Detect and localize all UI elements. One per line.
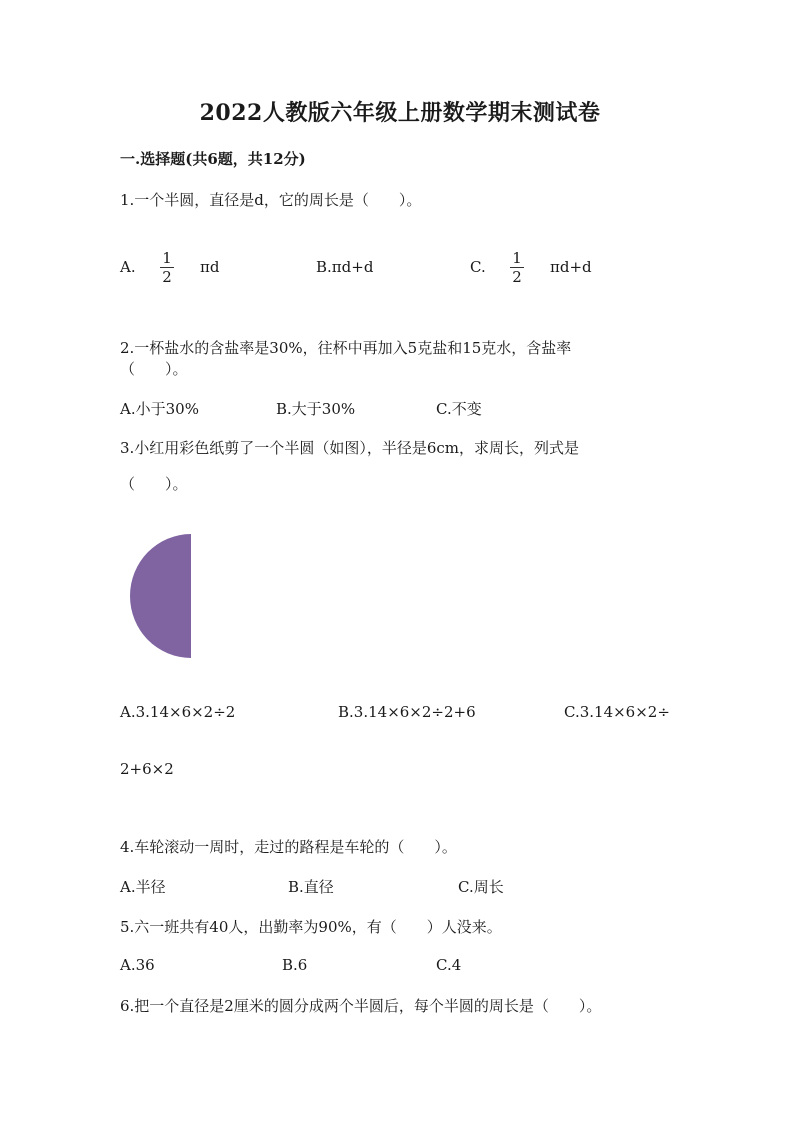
question-1-option-a-label: A. [120,258,136,276]
question-5-option-c: C.4 [436,956,462,974]
question-4-option-a: A.半径 [120,878,166,896]
question-1-option-c-label: C. [470,258,486,276]
section-heading: 一.选择题(共6题，共12分) [120,150,306,168]
question-1-option-c-fraction [510,250,524,285]
semicircle-shape [130,534,191,658]
question-5-option-b: B.6 [282,956,308,974]
question-3-option-a: A.3.14×6×2÷2 [120,703,236,721]
question-4-stem: 4.车轮滚动一周时，走过的路程是车轮的（ ）。 [120,838,457,856]
question-1-option-a-text: πd [200,258,220,276]
question-2-option-a: A.小于30% [120,400,199,418]
question-2-stem-line-1: 2.一杯盐水的含盐率是30%，往杯中再加入5克盐和15克水，含盐率 [120,339,572,357]
fraction-denominator: 2 [162,268,172,286]
question-5-option-a: A.36 [120,956,155,974]
question-2-stem-line-2: （ ）。 [120,360,188,378]
question-1-option-c-text: πd+d [550,258,592,276]
question-3-option-c-continued: 2+6×2 [120,760,174,778]
question-4-option-b: B.直径 [288,878,334,896]
fraction-numerator: 1 [512,249,522,267]
fraction-numerator: 1 [162,249,172,267]
question-3-stem-line-2: （ ）。 [120,475,188,493]
question-4-option-c: C.周长 [458,878,504,896]
page-title: 2022人教版六年级上册数学期末测试卷 [199,100,601,126]
fraction-denominator: 2 [512,268,522,286]
question-3-option-b: B.3.14×6×2÷2+6 [338,703,476,721]
semicircle-figure [128,532,194,660]
question-1-option-a-fraction [160,250,174,285]
question-2-option-c: C.不变 [436,400,482,418]
question-2-option-b: B.大于30% [276,400,356,418]
question-6-stem: 6.把一个直径是2厘米的圆分成两个半圆后，每个半圆的周长是（ ）。 [120,997,602,1015]
question-1-option-b: B.πd+d [316,258,374,276]
question-1-stem: 1.一个半圆，直径是d，它的周长是（ ）。 [120,191,422,209]
question-3-option-c: C.3.14×6×2÷ [564,703,670,721]
question-3-stem-line-1: 3.小红用彩色纸剪了一个半圆（如图），半径是6cm，求周长，列式是 [120,439,579,457]
question-5-stem: 5.六一班共有40人，出勤率为90%，有（ ）人没来。 [120,918,502,936]
